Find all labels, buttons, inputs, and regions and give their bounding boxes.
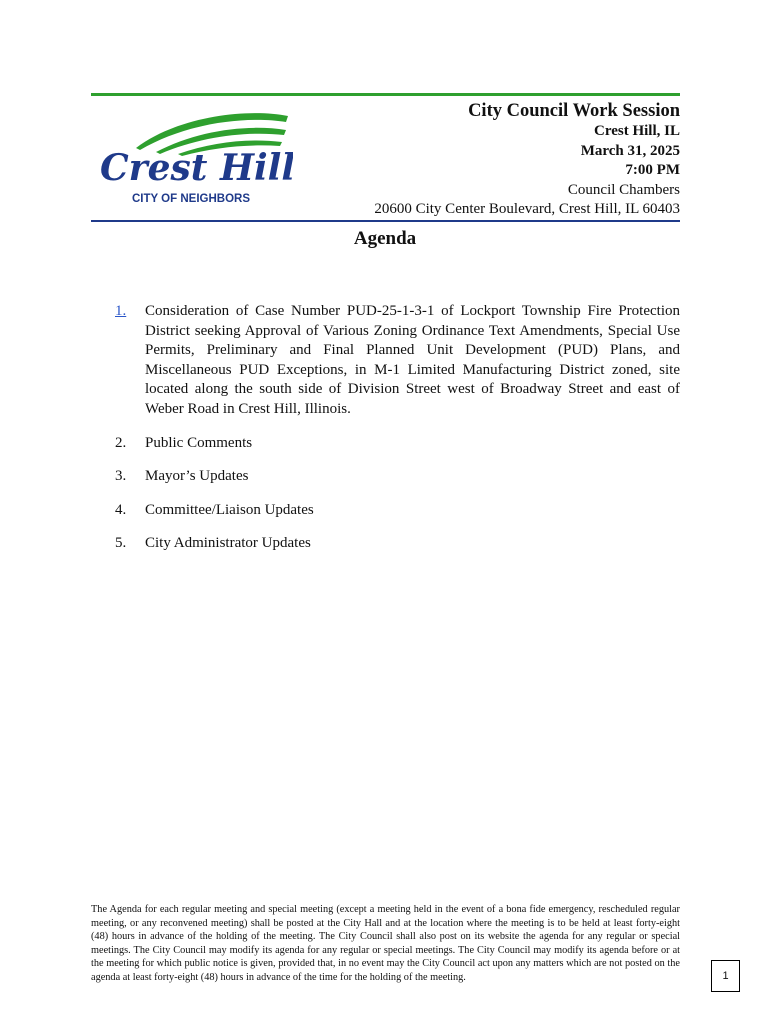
agenda-item-number: 3. [115,468,127,485]
logo-graphic [98,108,293,208]
agenda-item-number: 5. [115,535,127,552]
logo-tagline: CITY OF NEIGHBORS [132,193,250,205]
page-number: 1 [711,960,740,992]
agenda-item-number-link[interactable]: 1. [115,303,127,319]
crest-hill-logo [98,108,293,208]
meeting-time: 7:00 PM [625,162,680,178]
agenda-item [115,302,680,420]
meeting-address: 20600 City Center Boulevard, Crest Hill, IL 60403 [374,201,680,217]
agenda-item [115,467,680,487]
agenda-item [115,501,680,521]
agenda-item-number: 2. [115,434,127,451]
logo-wordmark: Crest Hill [100,147,293,189]
agenda-item-text: Public Comments [145,434,253,451]
agenda-item [115,434,680,454]
agenda-list [115,302,680,554]
meeting-date: March 31, 2025 [580,142,680,159]
agenda-item-text: Committee/Liaison Updates [145,501,314,518]
agenda-item [115,534,680,554]
meeting-city: Crest Hill, IL [594,123,680,139]
agenda-title: Agenda [353,228,417,249]
meeting-title: City Council Work Session [468,101,680,121]
top-rule [91,93,680,96]
posting-notice: The Agenda for each regular meeting and special meeting (except a meeting held in the event of a bona fide emergency, rescheduled regular meeting, or any reconvened meeting) shall be posted at the City Hall and at the location where the meeting is to be held at least forty-eight (48) hours in advance of the holding of the meeting. The City Council shall also post on its website the agenda for any regular or special meetings. The City Council may modify its agenda for any regular or special meetings. The City Council may modify its agenda before or at the meeting for which public notice is given, provided that, in no event may the City Council act upon any matters which are not posted on the agenda at least forty-eight (48) hours in advance of the time for the holding of the meeting. [91,904,680,983]
agenda-item-text: City Administrator Updates [145,535,311,552]
agenda-item-text: Mayor’s Updates [145,468,249,485]
header-divider [91,220,680,222]
agenda-item-number: 4. [115,501,127,518]
meeting-location: Council Chambers [567,181,680,198]
meeting-header [374,100,680,220]
agenda-item-text: Consideration of Case Number PUD-25-1-3-1 of Lockport Township Fire Protection District seeking Approval of Various Zoning Ordinance Text Amendments, Special Use Permits, Preliminary and Final Planned Unit Development (PUD) Plans, and Miscellaneous PUD Exceptions, in M-1 Limited Manufacturing District zoned, site located along the south side of Division Street west of Broadway Street and east of Weber Road in Crest Hill, Illinois. [145,303,680,417]
